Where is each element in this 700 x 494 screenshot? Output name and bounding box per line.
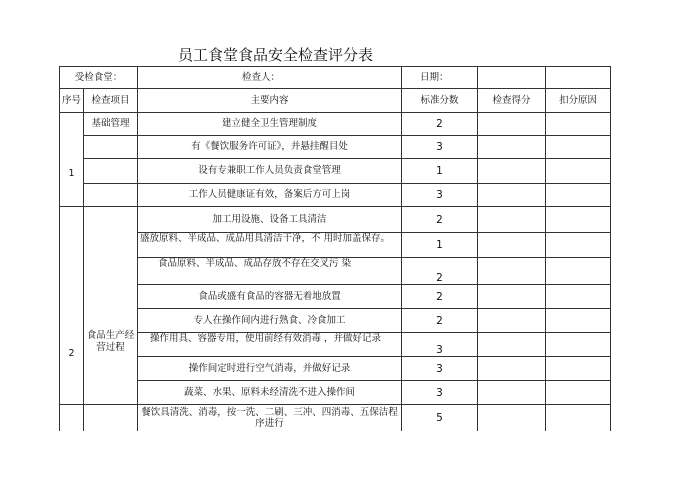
- group-item: [84, 405, 138, 431]
- standard-score-cell: 1: [402, 233, 478, 258]
- reason-input-cell[interactable]: [546, 333, 611, 357]
- standard-score-cell: 3: [402, 136, 478, 159]
- table-row: [60, 113, 611, 136]
- score-input-cell[interactable]: [478, 136, 546, 159]
- table-row: [60, 333, 611, 357]
- standard-score-cell: 2: [402, 113, 478, 136]
- document-title: 员工食堂食品安全检查评分表: [178, 46, 374, 64]
- reason-input-cell[interactable]: [546, 309, 611, 333]
- reason-input-cell[interactable]: [546, 136, 611, 159]
- inspector-label: 检查人：: [138, 67, 402, 89]
- canteen-label: 受检食堂：: [60, 67, 138, 89]
- table-row: [60, 309, 611, 333]
- table-row: [60, 136, 611, 159]
- content-cell: 操作用具、容器专用，使用前经有效消毒 ，并做好记录: [138, 333, 402, 357]
- inspection-score-table: [59, 66, 611, 431]
- standard-score-cell: 3: [402, 357, 478, 381]
- score-input-cell[interactable]: [478, 405, 546, 431]
- info-blank-cell[interactable]: [546, 67, 611, 89]
- score-input-cell[interactable]: [478, 207, 546, 233]
- reason-input-cell[interactable]: [546, 405, 611, 431]
- content-cell: 有《餐饮服务许可证》，并悬挂醒目处: [138, 136, 402, 159]
- reason-input-cell[interactable]: [546, 258, 611, 285]
- header-row: [60, 89, 611, 113]
- score-input-cell[interactable]: [478, 233, 546, 258]
- group-seq: 2: [60, 207, 84, 405]
- content-cell: 专人在操作间内进行熟食、冷食加工: [138, 309, 402, 333]
- content-cell: 盛放原料、半成品、成品用具清洁干净，不 用时加盖保存。: [138, 233, 402, 258]
- score-input-cell[interactable]: [478, 184, 546, 207]
- reason-input-cell[interactable]: [546, 357, 611, 381]
- table-row: [60, 381, 611, 405]
- group-seq: 1: [60, 113, 84, 207]
- reason-input-cell[interactable]: [546, 159, 611, 184]
- header-reason: 扣分原因: [546, 89, 611, 113]
- table-row: [60, 285, 611, 309]
- standard-score-cell: 3: [402, 381, 478, 405]
- reason-input-cell[interactable]: [546, 113, 611, 136]
- score-input-cell[interactable]: [478, 381, 546, 405]
- table-row: [60, 207, 611, 233]
- header-seq: 序号: [60, 89, 84, 113]
- table-row: [60, 357, 611, 381]
- table-row: [60, 233, 611, 258]
- item-blank-cell: [84, 184, 138, 207]
- content-cell: 蔬菜、水果、原料未经清洗不进入操作间: [138, 381, 402, 405]
- score-input-cell[interactable]: [478, 333, 546, 357]
- score-input-cell[interactable]: [478, 113, 546, 136]
- date-value-cell[interactable]: [478, 67, 546, 89]
- standard-score-cell: 3: [402, 333, 478, 357]
- score-input-cell[interactable]: [478, 159, 546, 184]
- score-input-cell[interactable]: [478, 258, 546, 285]
- content-cell: 设有专兼职工作人员负责食堂管理: [138, 159, 402, 184]
- content-cell: 食品原料、半成品、成品存放不存在交叉污 染: [138, 258, 402, 285]
- reason-input-cell[interactable]: [546, 207, 611, 233]
- reason-input-cell[interactable]: [546, 285, 611, 309]
- standard-score-cell: 3: [402, 184, 478, 207]
- info-row: [60, 67, 611, 89]
- header-score: 检查得分: [478, 89, 546, 113]
- header-item: 检查项目: [84, 89, 138, 113]
- header-standard: 标准分数: [402, 89, 478, 113]
- standard-score-cell: 2: [402, 285, 478, 309]
- table-row: [60, 159, 611, 184]
- reason-input-cell[interactable]: [546, 233, 611, 258]
- content-cell: 操作间定时进行空气消毒，并做好记录: [138, 357, 402, 381]
- standard-score-cell: 2: [402, 309, 478, 333]
- reason-input-cell[interactable]: [546, 184, 611, 207]
- group-item: 基础管理: [84, 113, 138, 136]
- score-input-cell[interactable]: [478, 357, 546, 381]
- group-seq: [60, 405, 84, 431]
- content-cell: 加工用设施、设备工具清洁: [138, 207, 402, 233]
- score-input-cell[interactable]: [478, 285, 546, 309]
- content-cell: 餐饮具清洗、消毒，按一洗、二刷、三冲、四消毒、五保洁程序进行: [138, 405, 402, 431]
- standard-score-cell: 2: [402, 207, 478, 233]
- table-row: [60, 258, 611, 285]
- content-cell: 工作人员健康证有效，备案后方可上岗: [138, 184, 402, 207]
- standard-score-cell: 5: [402, 405, 478, 431]
- score-input-cell[interactable]: [478, 309, 546, 333]
- table-row: [60, 184, 611, 207]
- header-content: 主要内容: [138, 89, 402, 113]
- table-row: [60, 405, 611, 431]
- content-cell: 建立健全卫生管理制度: [138, 113, 402, 136]
- standard-score-cell: 2: [402, 258, 478, 285]
- reason-input-cell[interactable]: [546, 381, 611, 405]
- group-item: 食品生产经营过程: [84, 207, 138, 405]
- item-blank-cell: [84, 136, 138, 159]
- item-blank-cell: [84, 159, 138, 184]
- content-cell: 食品或盛有食品的容器无着地放置: [138, 285, 402, 309]
- standard-score-cell: 1: [402, 159, 478, 184]
- date-label: 日期：: [402, 67, 478, 89]
